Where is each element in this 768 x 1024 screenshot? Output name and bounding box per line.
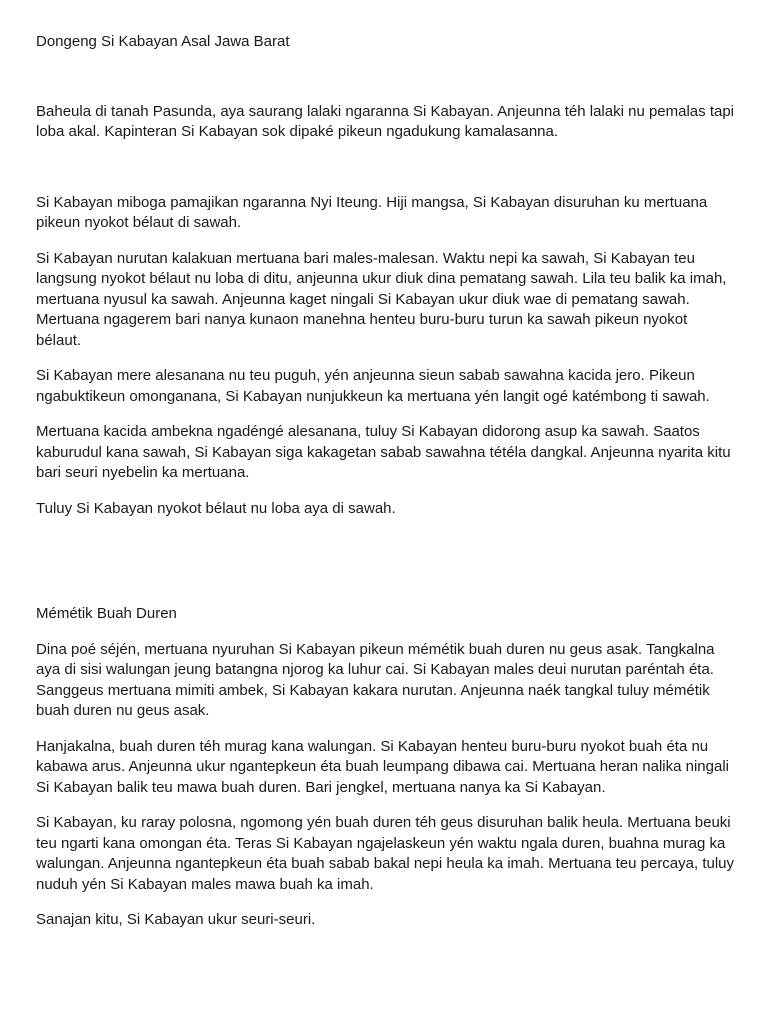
story1-paragraph-1: Si Kabayan miboga pamajikan ngaranna Nyi Iteung. Hiji mangsa, Si Kabayan disuruhan ku mertuana pikeun nyokot bélaut di sawah. [36, 193, 708, 231]
spacer [36, 351, 736, 366]
story1-paragraph-2: Si Kabayan nurutan kalakuan mertuana bari males-malesan. Waktu nepi ka sawah, Si Kabayan teu langsung nyokot bélaut nu loba di ditu, anjeunna ukur diuk dina pematang sawah. Lila teu balik ka imah, mertuana nyusul ka sawah. Anjeunna kaget ningali Si Kabayan ukur diuk wae di pematang sawah. Mertuana ngagerem bari nanya kunaon manehna henteu buru-buru turun ka sawah pikeun nyokot bélaut. [36, 249, 727, 349]
spacer [36, 519, 736, 604]
spacer [36, 53, 736, 102]
section2-heading: Mémétik Buah Duren [36, 605, 177, 622]
story2-paragraph-1: Dina poé séjén, mertuana nyuruhan Si Kabayan pikeun mémétik buah duren nu geus asak. Tangkalna aya di sisi walungan jeung batangna njorog ka luhur cai. Si Kabayan males deui nurutan paréntah éta. Sanggeus mertuana mimiti ambek, Si Kabayan kakara nurutan. Anjeunna naék tangkal tuluy mémétik buah duren nu geus asak. [36, 640, 715, 719]
spacer [36, 895, 736, 910]
document-page [36, 32, 736, 931]
story2-paragraph-4: Sanajan kitu, Si Kabayan ukur seuri-seuri. [36, 911, 316, 928]
spacer [36, 143, 736, 193]
spacer [36, 722, 736, 737]
story2-paragraph-3: Si Kabayan, ku raray polosna, ngomong yén buah duren téh geus disuruhan balik heula. Mertuana beuki teu ngarti kana omongan éta. Teras Si Kabayan ngajelaskeun yén waktu ngala duren, buahna murag ka walungan. Anjeunna ngantepkeun éta buah sabab bakal nepi heula ka imah. Mertuana teu percaya, tuluy nuduh yén Si Kabayan males mawa buah ka imah. [36, 814, 735, 893]
story1-paragraph-5: Tuluy Si Kabayan nyokot bélaut nu loba aya di sawah. [36, 499, 396, 517]
spacer [36, 798, 736, 813]
document-title: Dongeng Si Kabayan Asal Jawa Barat [36, 33, 290, 50]
spacer [36, 484, 736, 499]
story1-paragraph-4: Mertuana kacida ambekna ngadéngé alesanana, tuluy Si Kabayan didorong asup ka sawah. Saatos kaburudul kana sawah, Si Kabayan siga kakagetan sabab sawahna tétéla dangkal. Anjeunna nyarita kitu bari seuri nyebelin ka mertuana. [36, 423, 731, 481]
intro-paragraph: Baheula di tanah Pasunda, aya saurang lalaki ngaranna Si Kabayan. Anjeunna téh lalaki nu pemalas tapi loba akal. Kapinteran Si Kabayan sok dipaké pikeun ngadukung kamalasanna. [36, 102, 735, 140]
spacer [36, 234, 736, 249]
story2-paragraph-2: Hanjakalna, buah duren téh murag kana walungan. Si Kabayan henteu buru-buru nyokot buah éta nu kabawa arus. Anjeunna ukur ngantepkeun éta buah leumpang dibawa cai. Mertuana heran nalika ningali Si Kabayan balik teu mawa buah duren. Bari jengkel, mertuana nanya ka Si Kabayan. [36, 737, 729, 796]
spacer [36, 625, 736, 640]
spacer [36, 407, 736, 422]
story1-paragraph-3: Si Kabayan mere alesanana nu teu puguh, yén anjeunna sieun sabab sawahna kacida jero. Pikeun ngabuktikeun omonganana, Si Kabayan nunjukkeun ka mertuana yén langit ogé katémbong ti sawah. [36, 367, 710, 405]
